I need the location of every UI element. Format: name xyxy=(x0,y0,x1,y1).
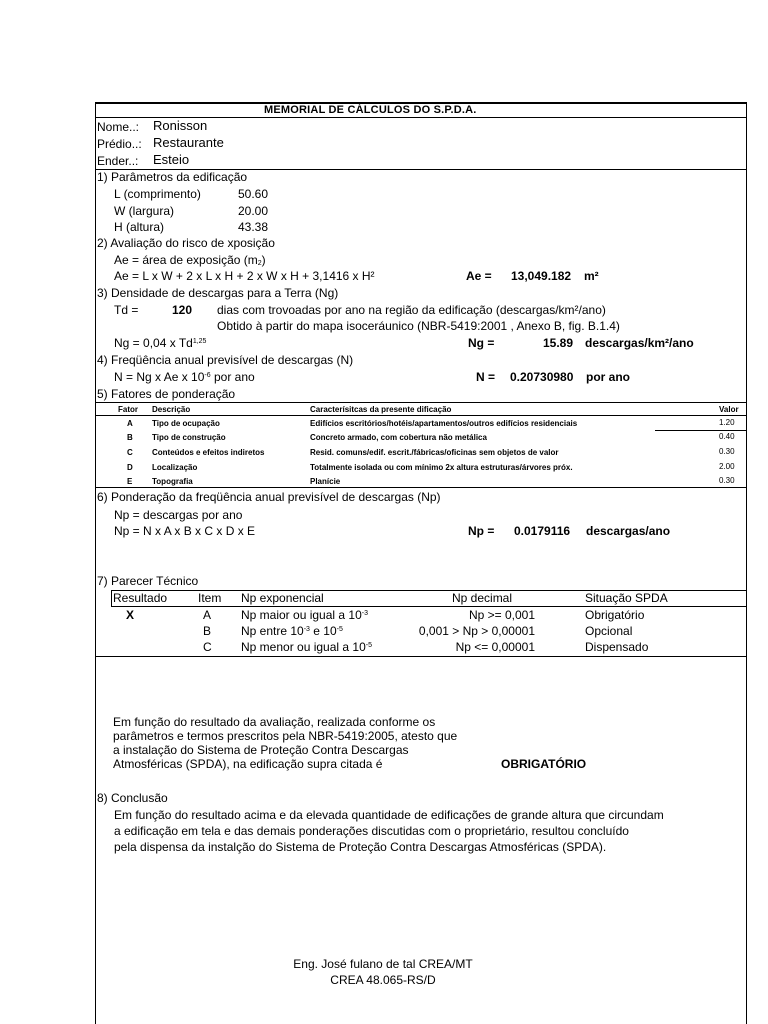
conclusion-line-3: pela dispensa da instalção do Sistema de Proteção Contra Descargas Atmosféricas (SPDA). xyxy=(114,840,607,854)
predio-label: Prédio..: xyxy=(97,137,142,151)
n-formula: N = Ng x Ae x $10^{-6}$ por ano xyxy=(114,370,255,384)
nome-value: Ronisson xyxy=(153,118,208,133)
nome-label: Nome..: xyxy=(97,120,140,134)
opinion-table-header-divider xyxy=(111,606,747,607)
factor-e-code: E xyxy=(127,477,133,486)
frame-left-border xyxy=(95,102,96,1024)
opinion-row-c-status: Dispensado xyxy=(585,640,649,654)
np-result-value: 0.0179116 xyxy=(514,524,571,538)
opinion-row-b-decimal: 0,001 > Np > 0,00001 xyxy=(418,624,535,638)
factor-d-characteristic: Totalmente isolada ou com mínimo 2x altura estruturas/árvores próx. xyxy=(310,463,573,472)
exposure-area-definition: Ae = área de exposição $(m_2)$ xyxy=(114,253,266,267)
opinion-row-c-item: C xyxy=(203,640,212,654)
opinion-table-bottom-border xyxy=(95,656,747,657)
n-result-label: N = xyxy=(476,370,496,384)
factors-table-bottom-border xyxy=(95,487,747,488)
opinion-col-np-exponencial: Np exponencial xyxy=(241,591,324,605)
factor-c-value: 0.30 xyxy=(719,447,735,456)
opinion-col-resultado: Resultado xyxy=(113,591,168,605)
factor-d-description: Localização xyxy=(152,463,198,472)
opinion-col-item: Item xyxy=(198,591,222,605)
factor-b-characteristic: Concreto armado, com cobertura não metálica xyxy=(310,433,487,442)
ng-result-unit: descargas/km²/ano xyxy=(585,336,694,350)
opinion-row-a-item: A xyxy=(203,608,212,622)
width-value: 20.00 xyxy=(238,204,269,218)
frame-right-border xyxy=(746,102,747,1024)
factor-e-description: Topografia xyxy=(152,477,193,486)
opinion-row-b-status: Opcional xyxy=(585,624,633,638)
exposure-area-formula: Ae = L x W + 2 x L x H + 2 x W x H + 3,1416 x H² xyxy=(114,269,375,283)
opinion-paragraph-line-4: Atmosféricas (SPDA), na edificação supra citada é xyxy=(113,757,383,771)
factors-col-caracteristicas: Caracterísitcas da presente dificação xyxy=(310,405,452,414)
predio-value: Restaurante xyxy=(153,135,224,150)
ng-result-label: Ng = xyxy=(468,336,495,350)
np-result-unit: descargas/ano xyxy=(586,524,671,538)
factor-e-value: 0.30 xyxy=(719,476,735,485)
factor-e-characteristic: Planície xyxy=(310,477,341,486)
section-3-heading: 3) Densidade de descargas para a Terra (Ng) xyxy=(97,286,339,300)
td-description: dias com trovoadas por ano na região da edificação (descargas/km²/ano) xyxy=(217,303,606,317)
section-6-heading: 6) Ponderação da freqüência anual previsível de descargas (Np) xyxy=(97,490,441,504)
conclusion-line-1: Em função do resultado acima e da elevada quantidade de edificações de grande altura que circundam xyxy=(114,808,664,822)
ng-result-value: 15.89 xyxy=(543,336,574,350)
factor-c-code: C xyxy=(127,448,133,457)
ae-result-unit: m² xyxy=(584,269,599,283)
opinion-row-a-status: Obrigatório xyxy=(585,608,645,622)
factors-col-valor: Valor xyxy=(719,405,739,414)
n-result-unit: por ano xyxy=(586,370,630,384)
np-formula: Np = N x A x B x C x D x E xyxy=(114,524,256,538)
height-label: H (altura) xyxy=(114,220,165,234)
factors-header-divider xyxy=(95,415,747,416)
factor-b-code: B xyxy=(127,433,133,442)
opinion-paragraph-line-1: Em função do resultado da avaliação, realizada conforme os xyxy=(113,715,436,729)
opinion-col-situacao: Situação SPDA xyxy=(585,591,668,605)
opinion-row-b-exponential: Np entre $10^{-3}$ e $10^{-5}$ xyxy=(241,624,343,638)
ae-result-value: 13,049.182 xyxy=(511,269,572,283)
opinion-row-a-exponential: Np maior ou igual a $10^{-3}$ xyxy=(241,608,368,622)
opinion-row-c-decimal: Np <= 0,00001 xyxy=(455,640,535,654)
factors-table-top-border xyxy=(95,402,747,403)
factor-c-characteristic: Resid. comuns/edif. escrit./fábricas/oficinas sem objetos de valor xyxy=(310,448,559,457)
factor-c-description: Conteúdos e efeitos indiretos xyxy=(152,448,265,457)
factor-d-code: D xyxy=(127,463,133,472)
factor-a-code: A xyxy=(127,419,133,428)
opinion-row-a-result: X xyxy=(126,608,135,622)
np-result-label: Np = xyxy=(468,524,495,538)
factor-a-characteristic: Edifícios escritórios/hotéis/apartamentos/outros edifícios residenciais xyxy=(310,419,578,428)
section-2-heading: 2) Avaliação do risco de xposição xyxy=(97,236,275,250)
opinion-table-left-tick xyxy=(111,590,112,607)
signature-crea: CREA 48.065-RS/D xyxy=(330,973,436,987)
td-value: 120 xyxy=(172,303,193,317)
conclusion-line-2: a edificação em tela e das demais ponderações discutidas com o proprietário, resultou concluído xyxy=(114,824,629,838)
length-label: L (comprimento) xyxy=(114,187,201,201)
np-definition: Np = descargas por ano xyxy=(114,508,243,522)
section-4-heading: 4) Freqüência anual previsível de descargas (N) xyxy=(97,353,354,367)
factors-col-fator: Fator xyxy=(118,405,138,414)
opinion-col-np-decimal: Np decimal xyxy=(452,591,513,605)
factor-b-value: 0.40 xyxy=(719,432,735,441)
td-source: Obtido à partir do mapa isoceráunico (NBR-5419:2001 , Anexo B, fig. B.1.4) xyxy=(217,319,620,333)
factors-col-descricao: Descrição xyxy=(152,405,191,414)
height-value: 43.38 xyxy=(238,220,269,234)
opinion-row-b-item: B xyxy=(203,624,212,638)
opinion-paragraph-line-3: a instalação do Sistema de Proteção Contra Descargas xyxy=(113,743,409,757)
opinion-verdict: OBRIGATÓRIO xyxy=(501,757,587,771)
opinion-paragraph-line-2: parâmetros e termos prescritos pela NBR-5419:2005, atesto que xyxy=(113,729,458,743)
ae-result-label: Ae = xyxy=(466,269,492,283)
section-8-heading: 8) Conclusão xyxy=(97,791,168,805)
document-title: MEMORIAL DE CÁLCULOS DO S.P.D.A. xyxy=(264,104,477,116)
width-label: W (largura) xyxy=(114,204,175,218)
factor-a-underline xyxy=(655,430,746,431)
ng-formula: Ng = 0,04 x Td$^{1,25}$ xyxy=(114,336,207,350)
factor-d-value: 2.00 xyxy=(719,462,735,471)
ender-label: Ender..: xyxy=(97,154,139,168)
ender-value: Esteio xyxy=(153,152,190,167)
signature-engineer: Eng. José fulano de tal CREA/MT xyxy=(293,957,473,971)
factor-a-value: 1.20 xyxy=(719,418,735,427)
opinion-row-c-exponential: Np menor ou igual a $10^{-5}$ xyxy=(241,640,372,654)
factor-b-description: Tipo de construção xyxy=(152,433,226,442)
n-result-value: 0.20730980 xyxy=(510,370,574,384)
section-7-heading: 7) Parecer Técnico xyxy=(97,574,199,588)
length-value: 50.60 xyxy=(238,187,269,201)
td-label: Td = xyxy=(114,303,139,317)
section-1-heading: 1) Parâmetros da edificação xyxy=(97,170,248,184)
opinion-row-a-decimal: Np >= 0,001 xyxy=(468,608,535,622)
section-5-heading: 5) Fatores de ponderação xyxy=(97,387,236,401)
factor-a-description: Tipo de ocupação xyxy=(152,419,220,428)
